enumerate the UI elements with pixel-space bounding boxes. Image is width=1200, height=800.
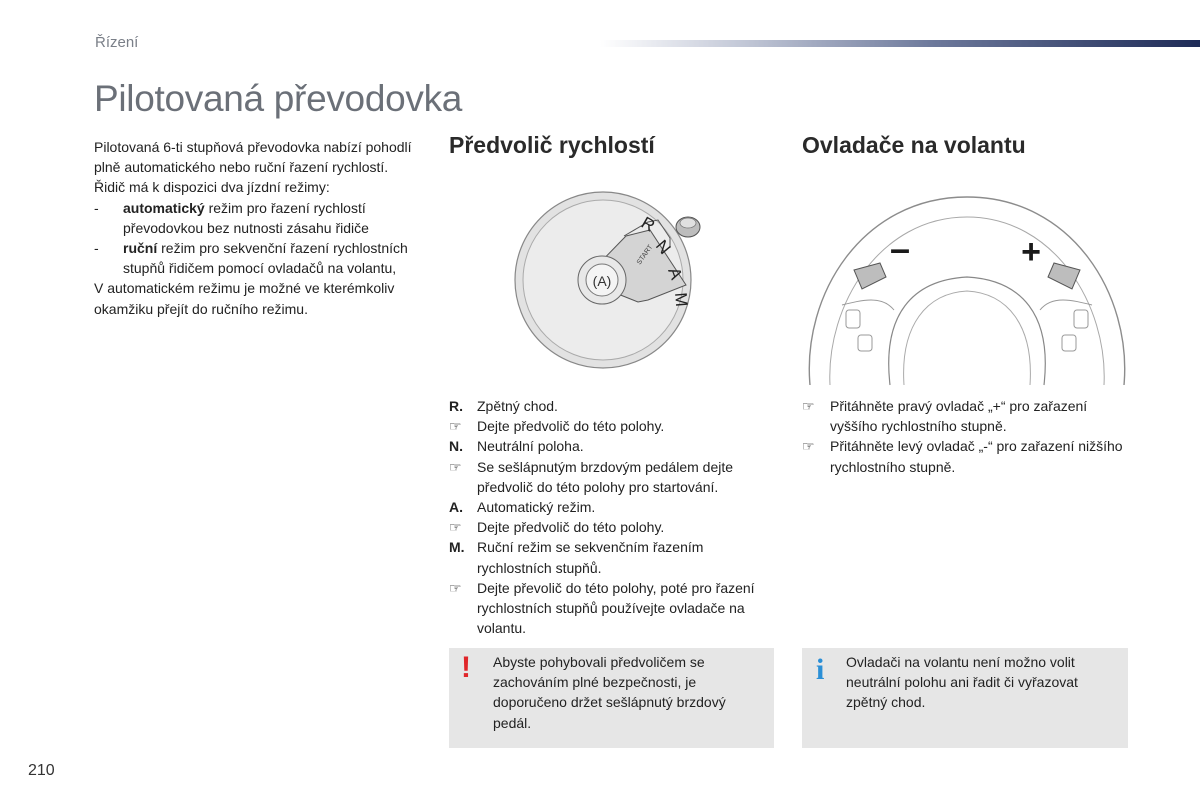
item-text: Přitáhněte pravý ovladač „+“ pro zařazení vyššího rychlostního stupně. [830,398,1088,435]
section-header: Řízení [95,34,139,51]
intro-bullet-automatic [94,198,424,238]
paddle-instructions-list [802,396,1132,477]
list-item [802,436,1132,476]
gear-letter-n: N [651,236,675,258]
engine-start-icon: (A) [592,273,612,289]
list-item [449,537,779,577]
bullet-dash: - [94,240,99,257]
item-key: A. [449,499,463,516]
item-text: Ruční režim se sekvenčním řazením rychlostních stupňů. [477,539,704,576]
gear-letter-r: R [638,213,659,236]
bullet-text-manual: režim pro sekvenční řazení rychlostních stupňů řidičem pomocí ovladačů na volantu, [123,240,408,277]
list-item [449,517,779,537]
list-item [449,436,779,456]
intro-paragraph-3: V automatickém režimu je možné ve kterémkoliv okamžiku přejít do ručního režimu. [94,280,395,317]
pointing-hand-icon: ☞ [449,458,462,475]
item-text: Neutrální poloha. [477,438,584,455]
gear-letter-a: A [664,264,686,283]
pointing-hand-icon: ☞ [802,398,815,414]
bullet-dash: - [94,199,99,216]
page-number: 210 [28,762,55,779]
info-note [802,648,1128,748]
left-paddle-minus [854,263,886,289]
warning-note [449,648,774,748]
intro-paragraph-2: Řidič má k dispozici dva jízdní režimy: [94,179,330,196]
pointing-hand-icon: ☞ [449,418,462,435]
item-text: Dejte předvolič do této polohy. [477,418,665,435]
info-icon: i [816,653,825,686]
bullet-bold-automatic: automatický [123,199,205,216]
pointing-hand-icon: ☞ [449,579,462,596]
bullet-bold-manual: ruční [123,240,158,257]
item-key: M. [449,539,465,556]
pointing-hand-icon: ☞ [449,519,462,536]
steering-wheel-illustration [802,185,1132,390]
gear-selector-illustration [498,190,728,390]
list-item [802,396,1132,436]
list-item [449,578,779,639]
list-item [449,457,779,497]
gear-letter-m: M [671,291,692,308]
intro-paragraph-1: Pilotovaná 6-ti stupňová převodovka nabízí pohodlí plně automatického nebo ruční řazení rychlostí. [94,139,412,176]
item-text: Se sešlápnutým brzdovým pedálem dejte předvolič do této polohy pro startování. [477,458,734,495]
item-key: N. [449,438,463,455]
list-item [449,416,779,436]
list-item [449,497,779,517]
item-text: Dejte převolič do této polohy, poté pro řazení rychlostních stupňů používejte ovladače na volantu. [477,579,755,637]
heading-gear-selector: Předvolič rychlostí [449,132,655,158]
warning-text: Abyste pohybovali předvoličem se zachováním plné bezpečnosti, je doporučeno držet sešlápnutý brzdový pedál. [493,654,726,731]
item-text: Přitáhněte levý ovladač „-“ pro zařazení nižšího rychlostního stupně. [830,438,1123,475]
item-text: Automatický režim. [477,499,596,516]
gear-positions-list [449,396,779,638]
bullet-text-automatic: režim pro řazení rychlostí převodovkou bez nutnosti zásahu řidiče [123,199,369,236]
page-title: Pilotovaná převodovka [94,78,463,119]
minus-icon: – [889,228,911,269]
list-item [449,396,779,416]
intro-text [94,137,424,319]
item-text: Zpětný chod. [477,398,558,414]
intro-bullet-manual [94,238,424,278]
plus-icon: + [1021,233,1041,271]
info-text: Ovladači na volantu není možno volit neutrální polohu ani řadit či vyřazovat zpětný chod. [846,654,1078,711]
heading-steering-controls: Ovladače na volantu [802,132,1026,158]
right-paddle-plus [1048,263,1080,289]
pointing-hand-icon: ☞ [802,438,815,455]
warning-icon: ! [461,651,471,684]
start-label: START [635,243,655,267]
item-text: Dejte předvolič do této polohy. [477,519,665,536]
header-rule [600,40,1200,47]
item-key: R. [449,398,463,414]
